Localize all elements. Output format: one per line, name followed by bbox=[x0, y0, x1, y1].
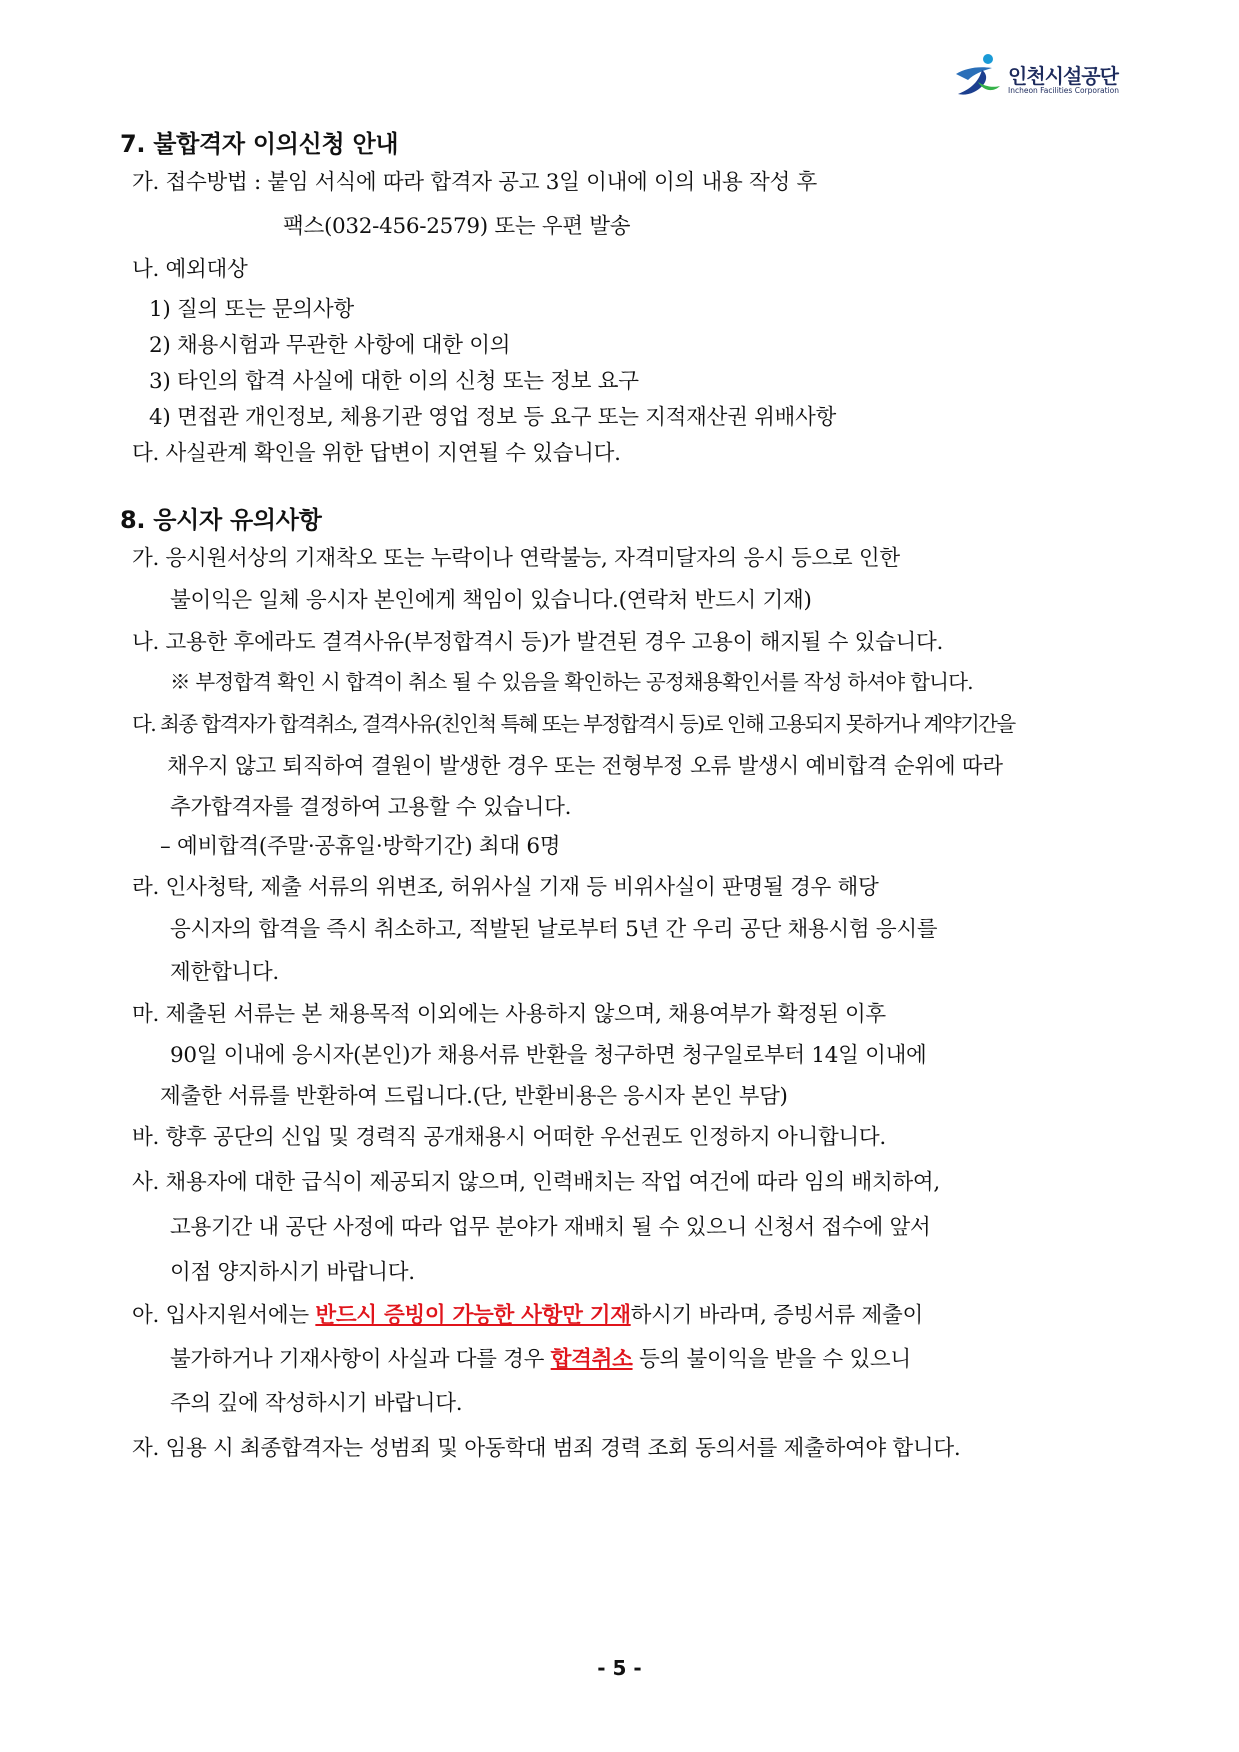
s8-line-a-cont2: 주의 깊에 작성하시기 바랍니다. bbox=[170, 1391, 463, 1416]
s8-line-a-text: 아. 입사지원서에는 bbox=[132, 1303, 316, 1328]
s7-line-na-4: 4) 면접관 개인정보, 체용기관 영업 정보 등 요구 또는 지적재산권 위배사항 bbox=[149, 405, 836, 430]
s7-line-na-2: 2) 채용시험과 무관한 사항에 대한 이의 bbox=[149, 333, 511, 358]
s8-line-sa-cont2: 이점 양지하시기 바랍니다. bbox=[170, 1260, 415, 1285]
s8-line-da-cont2: 추가합격자를 결정하여 고용할 수 있습니다. bbox=[170, 795, 572, 820]
s8-line-ma-cont2: 제출한 서류를 반환하여 드립니다.(단, 반환비용은 응시자 본인 부담) bbox=[160, 1084, 788, 1109]
section-7-heading: 7. 불합격자 이의신청 안내 bbox=[120, 130, 399, 158]
s8-line-ga-cont: 불이익은 일체 응시자 본인에게 책임이 있습니다.(연락처 반드시 기재) bbox=[170, 588, 812, 613]
s8-line-ra: 라. 인사청탁, 제출 서류의 위변조, 허위사실 기재 등 비위사실이 판명될 경우 해당 bbox=[132, 875, 879, 900]
s8-line-a-cont1-text: 불가하거나 기재사항이 사실과 다를 경우 bbox=[170, 1347, 551, 1372]
s7-line-na-1: 1) 질의 또는 문의사항 bbox=[149, 297, 354, 322]
s8-line-da: 다. 최종 합격자가 합격취소, 결격사유(친인척 특혜 또는 부정합격시 등)로 인해 고용되지 못하거나 계약기간을 bbox=[132, 712, 1015, 736]
section-8-heading: 8. 응시자 유의사항 bbox=[120, 506, 322, 534]
s8-line-a-cont1-text-end: 등의 불이익을 받을 수 있으니 bbox=[632, 1347, 911, 1372]
s8-line-ja: 자. 임용 시 최종합격자는 성범죄 및 아동학대 범죄 경력 조회 동의서를 제출하여야 합니다. bbox=[132, 1436, 961, 1461]
s7-line-da: 다. 사실관계 확인을 위한 답변이 지연될 수 있습니다. bbox=[132, 441, 621, 466]
logo-korean-name: 인천시설공단 bbox=[1008, 64, 1118, 88]
s7-line-ga: 가. 접수방법 : 붙임 서식에 따라 합격자 공고 3일 이내에 이의 내용 작성 후 bbox=[132, 170, 817, 195]
s8-line-sa: 사. 채용자에 대한 급식이 제공되지 않으며, 인력배치는 작업 여건에 따라 임의 배치하여, bbox=[132, 1170, 940, 1195]
s7-line-ga-cont: 팩스(032-456-2579) 또는 우편 발송 bbox=[283, 214, 631, 239]
s7-line-na: 나. 예외대상 bbox=[132, 257, 248, 282]
s8-line-ra-cont1: 응시자의 합격을 즉시 취소하고, 적발된 날로부터 5년 간 우리 공단 채용시험 응시를 bbox=[170, 917, 938, 942]
s8-line-na: 나. 고용한 후에라도 결격사유(부정합격시 등)가 발견된 경우 고용이 해지될 수 있습니다. bbox=[132, 630, 944, 655]
s8-line-a bbox=[132, 1298, 923, 1329]
s8-line-a-cont1-emphasis: 합격취소 bbox=[550, 1347, 633, 1372]
s8-line-ma: 마. 제출된 서류는 본 채용목적 이외에는 사용하지 않으며, 채용여부가 확정된 이후 bbox=[132, 1002, 886, 1027]
s8-line-a-emphasis: 반드시 증빙이 가능한 사항만 기재 bbox=[315, 1303, 631, 1328]
s8-line-ba: 바. 향후 공단의 신입 및 경력직 공개채용시 어떠한 우선권도 인정하지 아니합니다. bbox=[132, 1125, 886, 1150]
s8-line-da-cont1: 채우지 않고 퇴직하여 결원이 발생한 경우 또는 전형부정 오류 발생시 예비합격 순위에 따라 bbox=[167, 754, 1003, 779]
incheon-facilities-logo bbox=[952, 52, 1142, 104]
s7-line-na-3: 3) 타인의 합격 사실에 대한 이의 신청 또는 정보 요구 bbox=[149, 369, 639, 394]
s8-line-a-text-end: 하시기 바라며, 증빙서류 제출이 bbox=[630, 1303, 923, 1328]
s8-line-ma-cont1: 90일 이내에 응시자(본인)가 채용서류 반환을 청구하면 청구일로부터 14일 이내에 bbox=[170, 1043, 927, 1068]
page-number: - 5 - bbox=[597, 1656, 642, 1680]
logo-english-name: Incheon Facilities Corporation bbox=[1008, 86, 1120, 95]
s8-line-ra-cont2: 제한합니다. bbox=[170, 960, 279, 985]
s8-line-a-cont1 bbox=[170, 1342, 911, 1373]
s8-line-sa-cont1: 고용기간 내 공단 사정에 따라 업무 분야가 재배치 될 수 있으니 신청서 접수에 앞서 bbox=[170, 1215, 931, 1240]
s8-line-na-note: ※ 부정합격 확인 시 합격이 취소 될 수 있음을 확인하는 공정채용확인서를 작성 하셔야 합니다. bbox=[170, 670, 973, 694]
s8-line-ga: 가. 응시원서상의 기재착오 또는 누락이나 연락불능, 자격미달자의 응시 등으로 인한 bbox=[132, 546, 900, 571]
logo-mark-icon bbox=[952, 52, 1004, 98]
s8-line-da-sub: – 예비합격(주말·공휴일·방학기간) 최대 6명 bbox=[160, 834, 561, 859]
